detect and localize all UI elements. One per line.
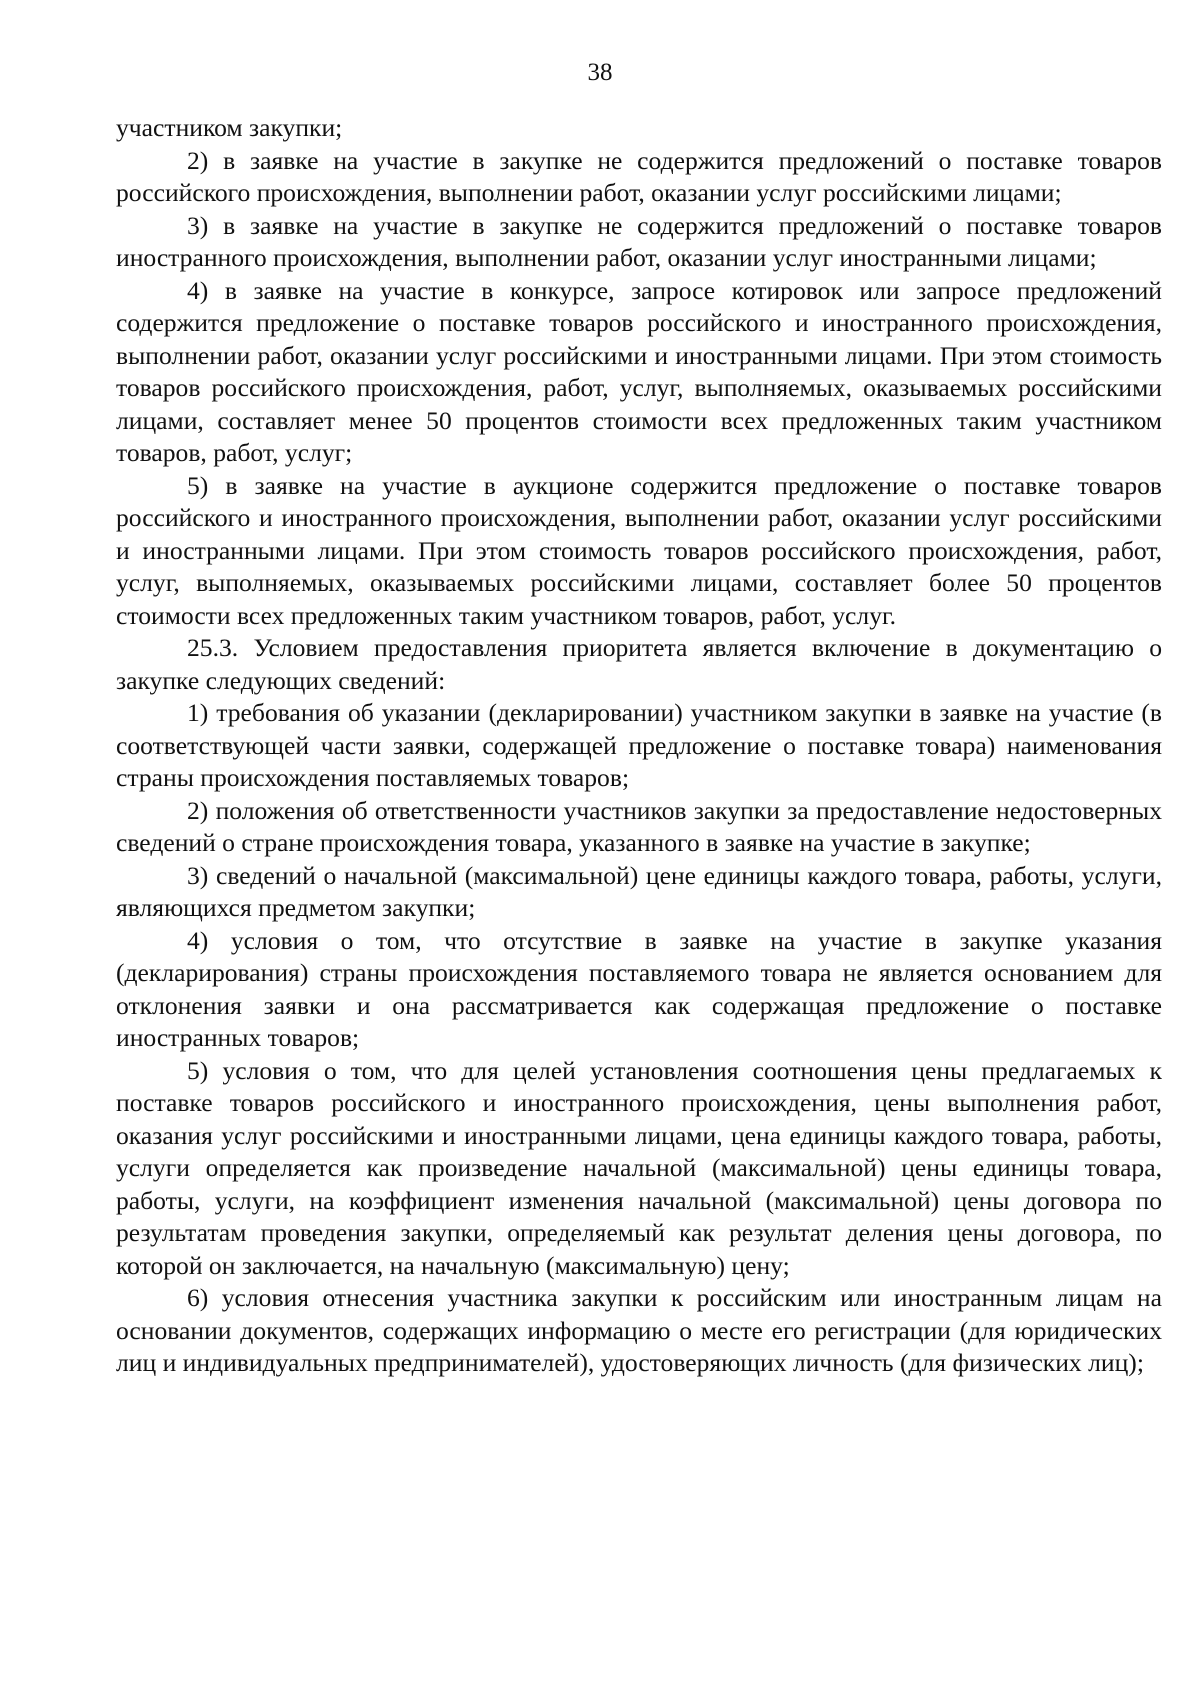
paragraph-condition-6: 6) условия отнесения участника закупки к российским или иностранным лицам на основании документов, содержащих информацию о месте его регистрации (для юридических лиц и индивидуальных предпринимателей), удостоверяющих личность (для физических лиц); — [116, 1283, 1162, 1377]
page-number: 38 — [587, 59, 613, 86]
paragraph-continuation: участником закупки; — [116, 113, 343, 142]
paragraph-item-4: 4) в заявке на участие в конкурсе, запросе котировок или запросе предложений содержится предложение о поставке товаров российского и иностранного происхождения, выполнении работ, оказании услуг российскими и иностранными лицами. При этом стоимость товаров российского происхождения, работ, услуг, выполняемых, оказываемых российскими лицами, составляет менее 50 процентов стоимости всех предложенных таким участником товаров, работ, услуг; — [116, 275, 1162, 467]
paragraph-condition-4: 4) условия о том, что отсутствие в заявке на участие в закупке указания (декларирования) страны происхождения поставляемого товара не является основанием для отклонения заявки и она рассматривается как содержащая предложение о поставке иностранных товаров; — [116, 925, 1162, 1052]
section-25-3-heading: 25.3. Условием предоставления приоритета является включение в документацию о закупке следующих сведений: — [116, 633, 1162, 695]
paragraph-item-5: 5) в заявке на участие в аукционе содержится предложение о поставке товаров российского и иностранного происхождения, выполнении работ, оказании услуг российскими и иностранными лицами. При этом стоимость товаров российского происхождения, работ, услуг, выполняемых, оказываемых российскими лицами, составляет более 50 процентов стоимости всех предложенных таким участником товаров, работ, услуг. — [116, 470, 1162, 630]
paragraph-condition-2: 2) положения об ответственности участников закупки за предоставление недостоверных сведений о стране происхождения товара, указанного в заявке на участие в закупке; — [116, 795, 1162, 857]
paragraph-condition-5: 5) условия о том, что для целей установления соотношения цены предлагаемых к поставке товаров российского и иностранного происхождения, цены выполнения работ, оказания услуг российскими и иностранными лицами, цена единицы каждого товара, работы, услуги определяется как произведение начальной (максимальной) цены единицы товара, работы, услуги, на коэффициент изменения начальной (максимальной) цены договора по результатам проведения закупки, определяемый как результат деления цены договора, по которой он заключается, на начальную (максимальную) цену; — [116, 1055, 1162, 1280]
paragraph-item-3: 3) в заявке на участие в закупке не содержится предложений о поставке товаров иностранного происхождения, выполнении работ, оказании услуг иностранными лицами; — [116, 210, 1162, 272]
paragraph-condition-3: 3) сведений о начальной (максимальной) цене единицы каждого товара, работы, услуги, являющихся предметом закупки; — [116, 860, 1162, 922]
paragraph-condition-1: 1) требования об указании (декларировании) участником закупки в заявке на участие (в соответствующей части заявки, содержащей предложение о поставке товара) наименования страны происхождения поставляемых товаров; — [116, 698, 1162, 792]
paragraph-item-2: 2) в заявке на участие в закупке не содержится предложений о поставке товаров российского происхождения, выполнении работ, оказании услуг российскими лицами; — [116, 145, 1162, 207]
document-body — [116, 112, 1162, 1380]
